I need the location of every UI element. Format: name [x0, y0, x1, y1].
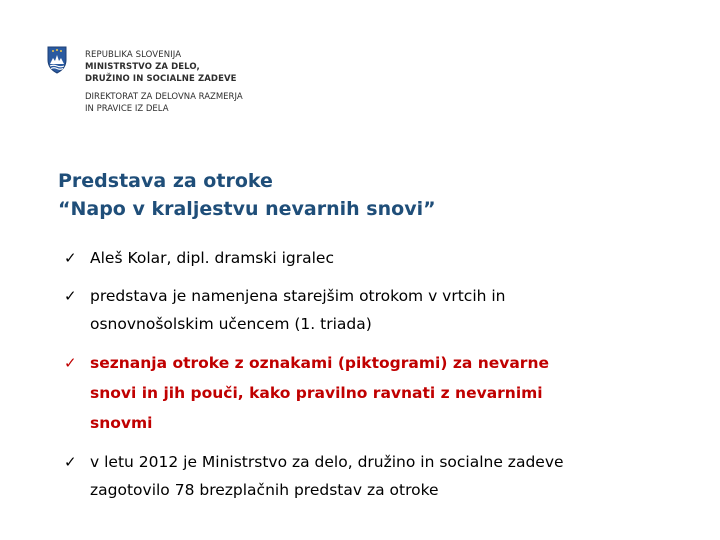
bullet-item-highlight — [64, 348, 684, 438]
ministry-line-2: MINISTRSTVO ZA DELO, — [85, 62, 200, 72]
directorate-line-2: IN PRAVICE IZ DELA — [85, 103, 169, 114]
bullet-item — [64, 282, 684, 338]
checkmark-icon: ✓ — [64, 249, 77, 267]
bullet-text: v letu 2012 je Ministrstvo za delo, družino in socialne zadeve — [90, 453, 564, 471]
bullet-text: snovi in jih pouči, kako pravilno ravnati z nevarnimi — [90, 384, 543, 402]
bullet-item — [64, 448, 684, 504]
bullet-text: snovmi — [90, 414, 153, 432]
ministry-line-3: DRUŽINO IN SOCIALNE ZADEVE — [85, 74, 237, 84]
ministry-line-1: REPUBLIKA SLOVENIJA — [85, 50, 182, 60]
bullet-list — [64, 244, 684, 514]
bullet-text: seznanja otroke z oznakami (piktogrami) za nevarne — [90, 354, 549, 372]
checkmark-icon: ✓ — [64, 354, 77, 372]
directorate-name — [85, 92, 243, 115]
bullet-text: Aleš Kolar, dipl. dramski igralec — [90, 249, 334, 267]
directorate-line-1: DIREKTORAT ZA DELOVNA RAZMERJA — [85, 92, 243, 102]
title-line-2: “Napo v kraljestvu nevarnih snovi” — [58, 198, 436, 220]
slovenia-coat-of-arms-icon — [47, 46, 67, 74]
checkmark-icon: ✓ — [64, 287, 77, 305]
bullet-text: predstava je namenjena starejšim otrokom v vrtcih in — [90, 287, 506, 305]
ministry-name — [85, 49, 237, 85]
bullet-item — [64, 244, 684, 272]
title-line-1: Predstava za otroke — [58, 170, 273, 192]
slide-title — [58, 167, 436, 223]
bullet-text: zagotovilo 78 brezplačnih predstav za otroke — [90, 481, 439, 499]
checkmark-icon: ✓ — [64, 453, 77, 471]
bullet-text: osnovnošolskim učencem (1. triada) — [90, 315, 372, 333]
